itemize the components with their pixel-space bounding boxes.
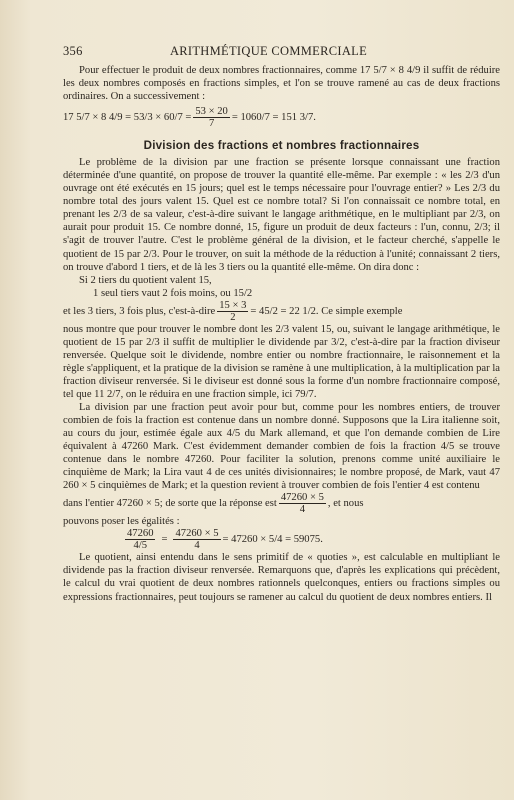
page-body [63,64,500,604]
quotient-fraction-a-numerator: 47260 [127,528,154,540]
reasoning-fraction-numerator: 15 × 3 [219,299,247,311]
page-number: 356 [63,44,83,58]
reasoning-line-3 [63,300,500,323]
section-heading: Division des fractions et nombres fractionnaires [143,139,420,153]
running-title: ARITHMÉTIQUE COMMERCIALE [169,44,368,58]
reasoning-line-2: 1 seul tiers vaut 2 fois moins, ou 15/2 [93,287,253,299]
section-paragraph-4: Le quotient, ainsi entendu dans le sens primitif de « quoties », est calculable en multipliant le dividende pas la fraction diviseur renversée. Remarquons que, d'après les explications qui précèdent, le calcul du vrai quotient de deux nombres rationnels quelconques, entiers ou fractions simples ou expressions fractionnaires, peut toujours se ramener au calcul du quotient de deux nombres entiers. Il [63,552,500,603]
reasoning-fraction [217,300,248,323]
quotient-equation-rest: = 47260 × 5/4 = 59075. [222,534,323,546]
quotient-fraction-b-denominator: 4 [194,540,200,552]
answer-line [63,492,500,515]
answer-fraction-denominator: 4 [299,504,305,516]
answer-fraction [279,492,326,515]
answer-line-post: , et nous [327,498,364,510]
reasoning-fraction-denominator: 2 [230,311,236,323]
equalities-intro: pouvons poser les égalités : [63,516,180,528]
equation-product-numerator: 53 × 20 [195,106,228,118]
quotient-fraction-a-denominator: 4/5 [133,540,148,552]
equation-product-denominator: 7 [208,118,215,130]
quotient-fraction-b [173,528,220,551]
answer-fraction-numerator: 47260 × 5 [280,492,324,504]
answer-line-pre: dans l'entier 47260 × 5; de sorte que la réponse est [63,498,277,510]
equation-quotient: $\frac{47260}{4/5}$ = $\frac{47260 \times 5}{4}$ = 47260 × 5/4 = 59075. [127,528,323,552]
quotient-fraction-a [125,528,155,551]
section-paragraph-3: La division par une fraction peut avoir pour but, comme pour les nombres entiers, de trouver combien de fois la fraction est contenue dans un nombre donné. Supposons que la Lira italienne soit, au cours du jour, estimée égale aux 4/5 du Mark allemand, et que l'on demande combien de Lire équivalent à 47260 Mark. C'est évidemment demander combien de fois la fraction 4/5 se trouve contenue dans le nombre 47260. Pour faciliter la solution, prenons comme unité auxiliaire le cinquième de Mark; la Lira vaut 4 de ces unités divisionnaires; le nombre proposé, de Mark, vaut 47 260 × 5 cinquièmes de Mark; et la question revient à trouver combien de fois l'entier 4 est contenu [63,401,500,492]
reasoning-line-1: Si 2 tiers du quotient valent 15, [79,274,212,286]
equation-product-left: 17 5/7 × 8 4/9 = 53/3 × 60/7 = [63,112,192,124]
section-paragraph-2: nous montre que pour trouver le nombre dont les 2/3 valent 15, ou, suivant le langage arithmétique, le quotient de 15 par 2/3 il suffit de multiplier le dividende par 3/2, c'est-à-dire par la fraction diviseur renversée. Quelque soit le dividende, nombre entier ou nombre fractionnaire, le raisonnement et la règle s'appliquent, et la pratique de la division se ramène à une multiplication, à la multiplication par la fraction diviseur renversée. Si le diviseur est donné sous la forme d'un nombre fractionnaire composé, tel que 11 2/7, on le réduira en une fraction simple, ici 79/7. [63,323,500,400]
equation-product-fraction [193,106,229,129]
equation-product [63,106,500,129]
reasoning-line-3-post: = 45/2 = 22 1/2. Ce simple exemple [250,305,403,317]
intro-paragraph: Pour effectuer le produit de deux nombres fractionnaires, comme 17 5/7 × 8 4/9 il suffit de réduire les deux nombres composés en fractions simples, et l'on se trouve ramené au cas de deux fractions ordinaires. On a successivement : [63,65,500,103]
quotient-fraction-b-numerator: 47260 × 5 [175,528,219,540]
section-paragraph-1: Le problème de la division par une fraction se présente lorsque connaissant une fraction déterminée d'une quantité, on propose de trouver la quantité elle-même. Par exemple : « les 2/3 d'un ouvrage ont été exécutés en 15 jours; quel est le temps nécessaire pour l'ouvrage entier? » Les 2/3 du nombre total des jours valent 15. Quel est ce nombre total? Si l'on connaissait ce nombre total, en prenant les 2/3 de sa valeur, c'est-à-dire suivant le langage arithmétique, en le multipliant par 2/3, on aurait pour produit 15. Ce nombre donné, 15, figure un produit de deux facteurs : l'un, connu, 2/3; il s'agit de trouver l'autre. C'est le problème général de la division, et le facteur cherché, s'appelle le quotient de 15 par 2/3. Pour le trouver, on suit la méthode de la réduction à l'unité; connaissant 2 tiers, on trouve d'abord 1 tiers, et de là les 3 tiers ou la quantité elle-même. On dira donc : [63,157,500,273]
reasoning-line-3-pre: et les 3 tiers, 3 fois plus, c'est-à-dire [63,305,216,317]
equation-product-right: = 1060/7 = 151 3/7. [231,112,316,124]
